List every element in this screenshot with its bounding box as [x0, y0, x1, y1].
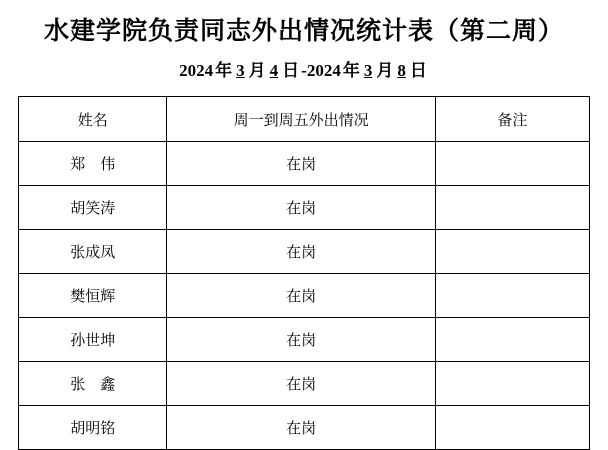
date-year-start: 2024 — [179, 60, 214, 80]
report-table-wrapper — [18, 96, 590, 450]
date-day-end: 8 — [397, 60, 406, 80]
column-header-remark: 备注 — [435, 97, 589, 142]
table-row — [19, 362, 590, 406]
date-separator: - — [301, 60, 307, 80]
date-day-label-end: 日 — [409, 60, 427, 80]
cell-remark — [435, 186, 589, 230]
cell-name: 孙世坤 — [19, 318, 167, 362]
table-row — [19, 186, 590, 230]
date-day-start: 4 — [269, 60, 279, 80]
table-row — [19, 142, 590, 186]
cell-status: 在岗 — [167, 186, 435, 230]
cell-remark — [435, 142, 589, 186]
date-month-label-start: 月 — [248, 60, 266, 80]
table-body — [19, 97, 590, 450]
table-header-row — [19, 97, 590, 142]
cell-status: 在岗 — [167, 406, 435, 450]
cell-status: 在岗 — [167, 318, 435, 362]
column-header-name: 姓名 — [19, 97, 167, 142]
cell-status: 在岗 — [167, 142, 435, 186]
date-year-end: 2024 — [306, 60, 341, 80]
cell-remark — [435, 230, 589, 274]
attendance-table — [18, 96, 590, 450]
date-month-label-end: 月 — [376, 60, 394, 80]
date-range-line — [0, 59, 608, 83]
cell-name: 樊恒辉 — [19, 274, 167, 318]
cell-name: 胡笑涛 — [19, 186, 167, 230]
date-month-start: 3 — [236, 60, 245, 80]
table-row — [19, 406, 590, 450]
table-row — [19, 318, 590, 362]
cell-name: 张 鑫 — [19, 362, 167, 406]
date-month-end: 3 — [363, 60, 373, 80]
cell-status: 在岗 — [167, 362, 435, 406]
cell-remark — [435, 406, 589, 450]
cell-status: 在岗 — [167, 274, 435, 318]
cell-name: 胡明铭 — [19, 406, 167, 450]
date-day-label-start: 日 — [282, 60, 300, 80]
cell-name: 张成凤 — [19, 230, 167, 274]
cell-remark — [435, 362, 589, 406]
column-header-status: 周一到周五外出情况 — [167, 97, 435, 142]
date-year-label-start: 年 — [215, 60, 233, 80]
page-title: 水建学院负责同志外出情况统计表（第二周） — [43, 18, 564, 45]
date-year-label-end: 年 — [342, 60, 360, 80]
cell-remark — [435, 318, 589, 362]
cell-remark — [435, 274, 589, 318]
cell-name: 郑 伟 — [19, 142, 167, 186]
table-row — [19, 230, 590, 274]
cell-status: 在岗 — [167, 230, 435, 274]
table-row — [19, 274, 590, 318]
